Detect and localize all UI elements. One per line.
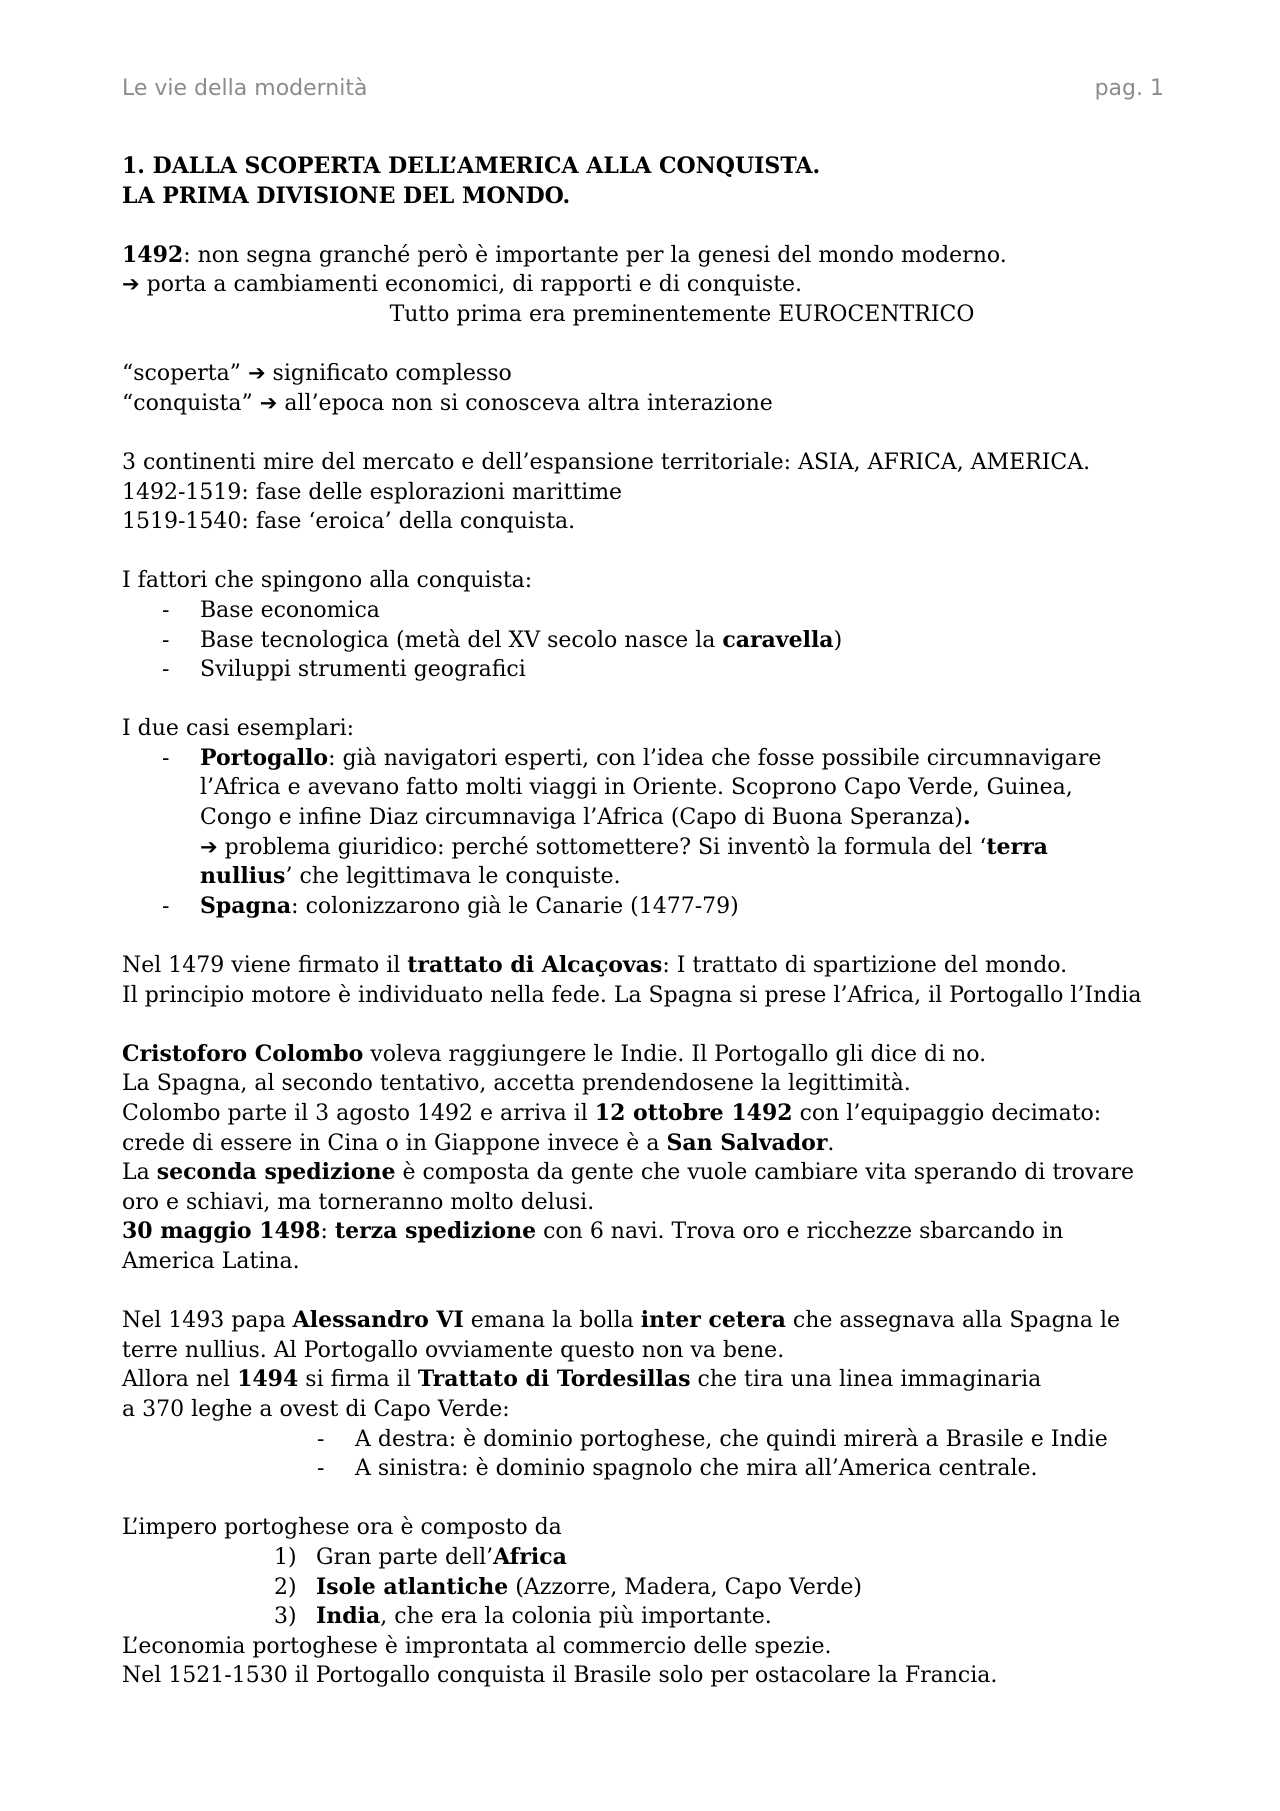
numbered-item: 3) India, che era la colonia più importante. (274, 1603, 772, 1630)
list-item-continued: l’Africa e avevano fatto molti viaggi in Oriente. Scoprono Capo Verde, Guinea, (200, 775, 1073, 801)
paragraph-line: 3 continenti mire del mercato e dell’espansione territoriale: ASIA, AFRICA, AMERICA. (122, 449, 1091, 475)
page-number: pag. 1 (1094, 76, 1164, 101)
paragraph-line: Nel 1521-1530 il Portogallo conquista il Brasile solo per ostacolare la Francia. (122, 1663, 998, 1689)
paragraph-line: America Latina. (122, 1248, 300, 1274)
list-item: - A sinistra: è dominio spagnolo che mira all’America centrale. (317, 1456, 1038, 1482)
paragraph-line: 1492-1519: fase delle esplorazioni marittime (122, 479, 623, 505)
list-heading: I fattori che spingono alla conquista: (122, 568, 533, 594)
numbered-item: 2) Isole atlantiche (Azzorre, Madera, Capo Verde) (274, 1573, 862, 1600)
paragraph-line: 1492: non segna granché però è importante per la genesi del mondo moderno. (122, 241, 1007, 268)
list-item: - Base economica (162, 597, 380, 623)
title-line-1: 1. DALLA SCOPERTA DELL’AMERICA ALLA CONQUISTA. (122, 153, 821, 179)
arrow-icon: ➔ (247, 361, 266, 386)
paragraph-line: Nel 1493 papa Alessandro VI emana la bolla inter cetera che assegnava alla Spagna le (122, 1307, 1121, 1334)
paragraph-line: Allora nel 1494 si firma il Trattato di Tordesillas che tira una linea immaginaria (122, 1366, 1042, 1393)
list-heading: L’impero portoghese ora è composto da (122, 1515, 562, 1541)
paragraph-line: crede di essere in Cina o in Giappone invece è a San Salvador. (122, 1129, 835, 1156)
list-item: - Spagna: colonizzarono già le Canarie (1477-79) (162, 892, 739, 919)
list-item: - Base tecnologica (metà del XV secolo nasce la caravella) (162, 626, 843, 653)
list-item-continued: ➔ problema giuridico: perché sottomettere? Si inventò la formula del ‘terra (200, 833, 1048, 860)
header-title: Le vie della modernità (122, 76, 368, 101)
paragraph-line: oro e schiavi, ma torneranno molto delusi. (122, 1189, 595, 1215)
title-line-2: LA PRIMA DIVISIONE DEL MONDO. (122, 182, 571, 209)
paragraph-line: Colombo parte il 3 agosto 1492 e arriva il 12 ottobre 1492 con l’equipaggio decimato: (122, 1100, 1102, 1126)
centered-line: Tutto prima era preminentemente EUROCENTRICO (389, 301, 975, 327)
paragraph-line: ➔ porta a cambiamenti economici, di rapporti e di conquiste. (122, 272, 803, 298)
paragraph-line: Nel 1479 viene firmato il trattato di Alcaçovas: I trattato di spartizione del mondo. (122, 952, 1068, 979)
list-item: - Portogallo: già navigatori esperti, con l’idea che fosse possibile circumnavigare (162, 744, 1102, 771)
numbered-item: 1) Gran parte dell’Africa (274, 1543, 567, 1570)
paragraph-line: La Spagna, al secondo tentativo, accetta prendendosene la legittimità. (122, 1071, 911, 1097)
term-line: “conquista” ➔ all’epoca non si conosceva altra interazione (122, 390, 773, 416)
document-body (122, 152, 1182, 1691)
paragraph-line: a 370 leghe a ovest di Capo Verde: (122, 1396, 510, 1422)
paragraph-line: L’economia portoghese è improntata al commercio delle spezie. (122, 1633, 832, 1659)
paragraph-line: 30 maggio 1498: terza spedizione con 6 navi. Trova oro e ricchezze sbarcando in (122, 1218, 1064, 1245)
paragraph-line: Cristoforo Colombo voleva raggiungere le Indie. Il Portogallo gli dice di no. (122, 1040, 987, 1067)
paragraph-line: Il principio motore è individuato nella fede. La Spagna si prese l’Africa, il Portogallo l’India (122, 982, 1142, 1008)
list-heading: I due casi esemplari: (122, 716, 355, 742)
list-item: - A destra: è dominio portoghese, che quindi mirerà a Brasile e Indie (317, 1426, 1108, 1452)
list-item: - Sviluppi strumenti geografici (162, 657, 526, 683)
term-line: “scoperta” ➔ significato complesso (122, 361, 512, 387)
paragraph-line: La seconda spedizione è composta da gente che vuole cambiare vita sperando di trovare (122, 1159, 1135, 1186)
arrow-icon: ➔ (122, 272, 140, 297)
arrow-icon: ➔ (200, 834, 218, 859)
paragraph-line: terre nullius. Al Portogallo ovviamente questo non va bene. (122, 1337, 785, 1363)
section-title (122, 152, 1182, 211)
arrow-icon: ➔ (259, 390, 278, 415)
list-item-continued: Congo e infine Diaz circumnaviga l’Africa (Capo di Buona Speranza). (200, 804, 971, 831)
paragraph-line: 1519-1540: fase ‘eroica’ della conquista. (122, 509, 576, 535)
list-item-continued: nullius’ che legittimava le conquiste. (200, 863, 621, 890)
bold-year: 1492 (122, 241, 184, 268)
